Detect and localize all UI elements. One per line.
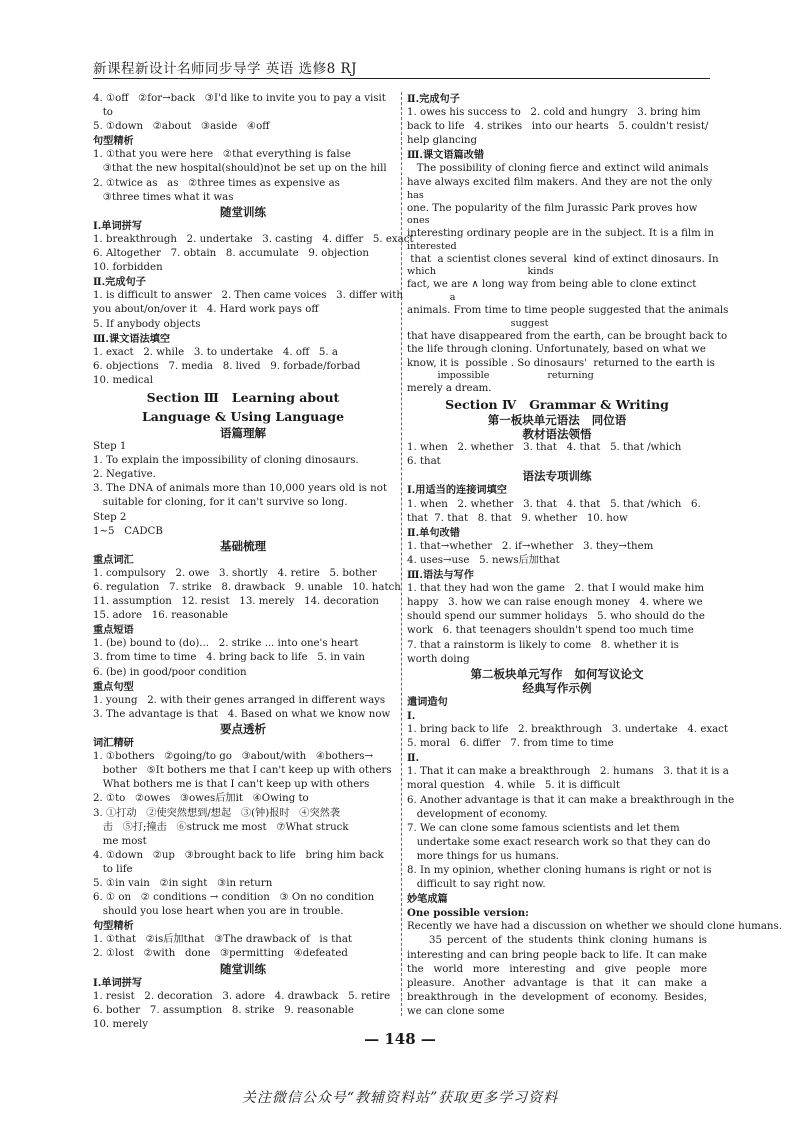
text-line: 1. ①that ②is后加that ③The drawback of is that (93, 934, 352, 946)
category-label: 句型精析 (93, 920, 134, 933)
correction-line: interesting ordinary people are in the subject. It is a film in (407, 228, 714, 240)
text-line: Step 1 (93, 441, 127, 453)
section-heading: Section Ⅲ Learning about (146, 389, 340, 405)
subsection-heading: 基础梳理 (220, 538, 266, 553)
correction-line: that have disappeared from the earth, can be brought back to (407, 330, 728, 342)
right-top-section (407, 92, 707, 162)
text-line: 6. that (407, 456, 441, 468)
footer-notice: 关注微信公众号“教辅资料站”获取更多学习资料 (241, 1090, 559, 1106)
text-line: 11. assumption 12. resist 13. merely 14. decoration (93, 596, 379, 608)
text-line: help glancing (407, 135, 478, 147)
correction-note: which kinds (407, 266, 554, 278)
text-line: me most (93, 835, 147, 847)
section-heading: Language & Using Language (141, 408, 345, 424)
text-line: 1~5 CADCB (93, 525, 163, 537)
text-line: 1. breakthrough 2. undertake 3. casting 4. differ 5. exact (93, 233, 414, 245)
text-line: to (93, 107, 113, 119)
block-heading: 第二板块单元写作 如何写议论文 (470, 666, 644, 681)
category-label: 遣词造句 (407, 695, 448, 708)
subsection-heading: 经典写作示例 (522, 680, 592, 695)
right-column (407, 92, 782, 1019)
category-label: Ⅲ.语法与写作 (407, 569, 474, 582)
correction-line: the life through cloning. Unfortunately, based on what we (407, 344, 706, 356)
category-label: Ⅱ.单句改错 (407, 526, 460, 539)
correction-line: merely a dream. (407, 383, 492, 395)
text-line: difficult to say right now. (407, 879, 546, 891)
correction-passage (407, 162, 729, 396)
text-line: 4. uses→use 5. news后加that (407, 554, 560, 566)
category-label: Ⅰ.单词拼写 (93, 976, 143, 989)
text-line: Step 2 (93, 511, 127, 523)
category-label: 重点词汇 (93, 553, 134, 566)
header-rule (93, 78, 710, 79)
text-line: 2. ①to ②owes ③owes后加it ④Owing to (93, 793, 309, 805)
correction-note: interested (407, 240, 457, 252)
text-line: 6. ① on ② conditions → condition ③ On no condition (93, 892, 375, 904)
left-column (93, 92, 414, 1032)
correction-note: impossible returning (407, 370, 594, 382)
text-line: 1. exact 2. while 3. to undertake 4. off 5. a (93, 346, 338, 358)
text-line: 1. when 2. whether 3. that 4. that 5. that /which 6. (407, 498, 701, 510)
category-label: Ⅱ.完成句子 (407, 93, 460, 105)
category-label: 词汇精研 (93, 737, 134, 750)
text-line: 6. bother 7. assumption 8. strike 9. reasonable (93, 1004, 354, 1016)
correction-note: suggest (407, 317, 549, 329)
category-label: Ⅰ.单词拼写 (93, 219, 143, 232)
version-label: One possible version: (407, 907, 529, 920)
text-line: 1. owes his success to 2. cold and hungry 3. bring him (407, 107, 701, 119)
correction-note: ones (407, 215, 430, 227)
correction-line: that a scientist clones several kind of extinct dinosaurs. In (407, 253, 719, 265)
text-line: 5. moral 6. differ 7. from time to time (407, 738, 614, 750)
text-line: 6. Altogether 7. obtain 8. accumulate 9. objection (93, 248, 369, 260)
text-line: development of economy. (407, 808, 548, 820)
running-header: 新课程新设计名师同步导学 英语 选修8 RJ (93, 61, 358, 77)
text-line: 7. that a rainstorm is likely to come 8. whether it is (407, 639, 679, 651)
text-line: 5. ①in vain ②in sight ③in return (93, 877, 273, 889)
text-line: bother ⑤It bothers me that I can't keep up with others (93, 765, 392, 777)
text-line: 8. In my opinion, whether cloning humans is right or not is (407, 865, 712, 876)
text-line: 1. when 2. whether 3. that 4. that 5. that /which (407, 442, 682, 454)
text-line: should you lose heart when you are in trouble. (93, 906, 344, 918)
text-line: 3. The DNA of animals more than 10,000 years old is not (93, 483, 387, 495)
subsection-heading: 随堂训练 (220, 204, 266, 219)
subsection-heading: 语法专项训练 (522, 469, 592, 484)
page-number: — 148 — (364, 1030, 436, 1048)
section-heading: Section Ⅳ Grammar & Writing (445, 397, 669, 412)
text-line: 击 ⑤打;撞击 ⑥struck me most ⑦What struck (93, 821, 349, 833)
category-label: Ⅲ.课文语法填空 (93, 332, 171, 345)
text-line: 3. ①打动 ②使突然想到/想起 ③(钟)报时 ④突然袭 (93, 807, 341, 819)
text-line: suitable for cloning, for it can't survive so long. (93, 497, 348, 509)
text-line: 1. resist 2. decoration 3. adore 4. drawback 5. retire (93, 990, 391, 1002)
text-line: 1. compulsory 2. owe 3. shortly 4. retire 5. bother (93, 567, 377, 579)
text-line: 1. That it can make a breakthrough 2. humans 3. that it is a (407, 766, 729, 778)
text-line: 1. that→whether 2. if→whether 3. they→them (407, 540, 654, 552)
category-label: 句型精析 (93, 135, 134, 148)
text-line: 4. ①off ②for→back ③I'd like to invite you to pay a visit (93, 93, 386, 104)
text-line: 10. forbidden (93, 262, 163, 274)
correction-line: know, it is possible . So dinosaurs' returned to the earth is (407, 357, 715, 369)
text-line: 3. from time to time 4. bring back to life 5. in vain (93, 652, 365, 664)
grammar-writing-section (407, 396, 782, 1019)
correction-line: fact, we are ∧ long way from being able to clone extinct (407, 279, 697, 291)
text-line: What bothers me is that I can't keep up with others (93, 779, 370, 791)
category-label: 妙笔成篇 (407, 893, 448, 906)
text-line: 10. medical (93, 374, 153, 386)
correction-line: one. The popularity of the film Jurassic Park proves how (407, 202, 698, 214)
text-line: moral question 4. while 5. it is difficult (407, 780, 621, 792)
category-label: Ⅱ. (407, 752, 420, 765)
text-line: ③that the new hospital(should)not be set up on the hill (93, 163, 387, 175)
correction-line: The possibility of cloning fierce and extinct wild animals (407, 163, 709, 175)
text-line: 1. that they had won the game 2. that I would make him (407, 583, 705, 595)
text-line: 10. merely (93, 1018, 149, 1030)
correction-note: has (407, 189, 424, 201)
text-line: you about/on/over it 4. Hard work pays off (93, 304, 319, 316)
category-label: Ⅱ.完成句子 (93, 276, 146, 289)
category-label: Ⅰ. (407, 709, 416, 722)
text-line: to life (93, 863, 133, 875)
text-line: happy 3. how we can raise enough money 4. where we (407, 597, 703, 609)
subsection-heading: 教材语法领悟 (522, 427, 592, 442)
correction-line: have always excited film makers. And they are not the only (407, 177, 713, 189)
text-line: 3. The advantage is that 4. Based on what we know now (93, 708, 391, 720)
text-line: 6. regulation 7. strike 8. drawback 9. unable 10. hatch (93, 582, 401, 593)
text-line: 7. We can clone some famous scientists and let them (407, 822, 680, 834)
text-line: 1. (be) bound to (do)... 2. strike ... into one's heart (93, 638, 359, 650)
text-line: that 7. that 8. that 9. whether 10. how (407, 512, 628, 524)
text-line: Recently we have had a discussion on whether we should clone humans. (407, 921, 782, 933)
text-line: ③three times what it was (93, 191, 234, 203)
text-line: should spend our summer holidays 5. who should do the (407, 611, 705, 623)
text-line: 1. ①that you were here ②that everything is false (93, 149, 351, 161)
text-line: 15. adore 16. reasonable (93, 610, 228, 622)
text-line: 1. young 2. with their genes arranged in different ways (93, 694, 386, 706)
subsection-heading: 语篇理解 (220, 425, 266, 440)
text-line: 6. (be) in good/poor condition (93, 666, 247, 678)
text-line: 5. If anybody objects (93, 318, 201, 330)
subsection-heading: 随堂训练 (220, 961, 266, 976)
text-line: work 6. that teenagers shouldn't spend too much time (407, 625, 694, 637)
category-label: 重点短语 (93, 624, 134, 637)
text-line: 5. ①down ②about ③aside ④off (93, 121, 270, 133)
text-line: worth doing (407, 653, 470, 665)
text-line: 1. is difficult to answer 2. Then came voices 3. differ with (93, 290, 403, 302)
text-line: 4. ①down ②up ③brought back to life bring him back (93, 849, 384, 861)
text-line: undertake some exact research work so that they can do (407, 836, 711, 848)
text-line: 6. objections 7. media 8. lived 9. forbade/forbad (93, 360, 361, 372)
category-label: Ⅲ.课文语篇改错 (407, 149, 485, 162)
text-line: back to life 4. strikes into our hearts 5. couldn't resist/ (407, 121, 709, 133)
column-divider (401, 92, 402, 1016)
block-heading: 第一板块单元语法 同位语 (487, 413, 627, 427)
category-label: Ⅰ.用适当的连接词填空 (407, 484, 507, 497)
text-line: 2. Negative. (93, 469, 156, 481)
essay-paragraph: 35 percent of the students think cloning humans is interesting and can bring people back to life. It can make the world more interesting and give people more pleasure. Another advantage is that it can make a breakthrough in the development of economy. Besides, we can clone some (407, 935, 707, 1017)
correction-line: animals. From time to time people suggested that the animals (407, 305, 729, 317)
text-line: 6. Another advantage is that it can make a breakthrough in the (407, 794, 735, 806)
text-line: 1. bring back to life 2. breakthrough 3. undertake 4. exact (407, 724, 728, 736)
text-line: 1. To explain the impossibility of cloning dinosaurs. (93, 455, 359, 467)
text-line: 1. ①bothers ②going/to go ③about/with ④bothers→ (93, 751, 374, 763)
correction-note: a (407, 292, 456, 304)
text-line: more things for us humans. (407, 850, 560, 862)
text-line: 2. ①lost ②with done ③permitting ④defeated (93, 948, 348, 960)
subsection-heading: 要点透析 (220, 721, 266, 736)
text-line: 2. ①twice as as ②three times as expensive as (93, 177, 340, 189)
category-label: 重点句型 (93, 680, 134, 693)
